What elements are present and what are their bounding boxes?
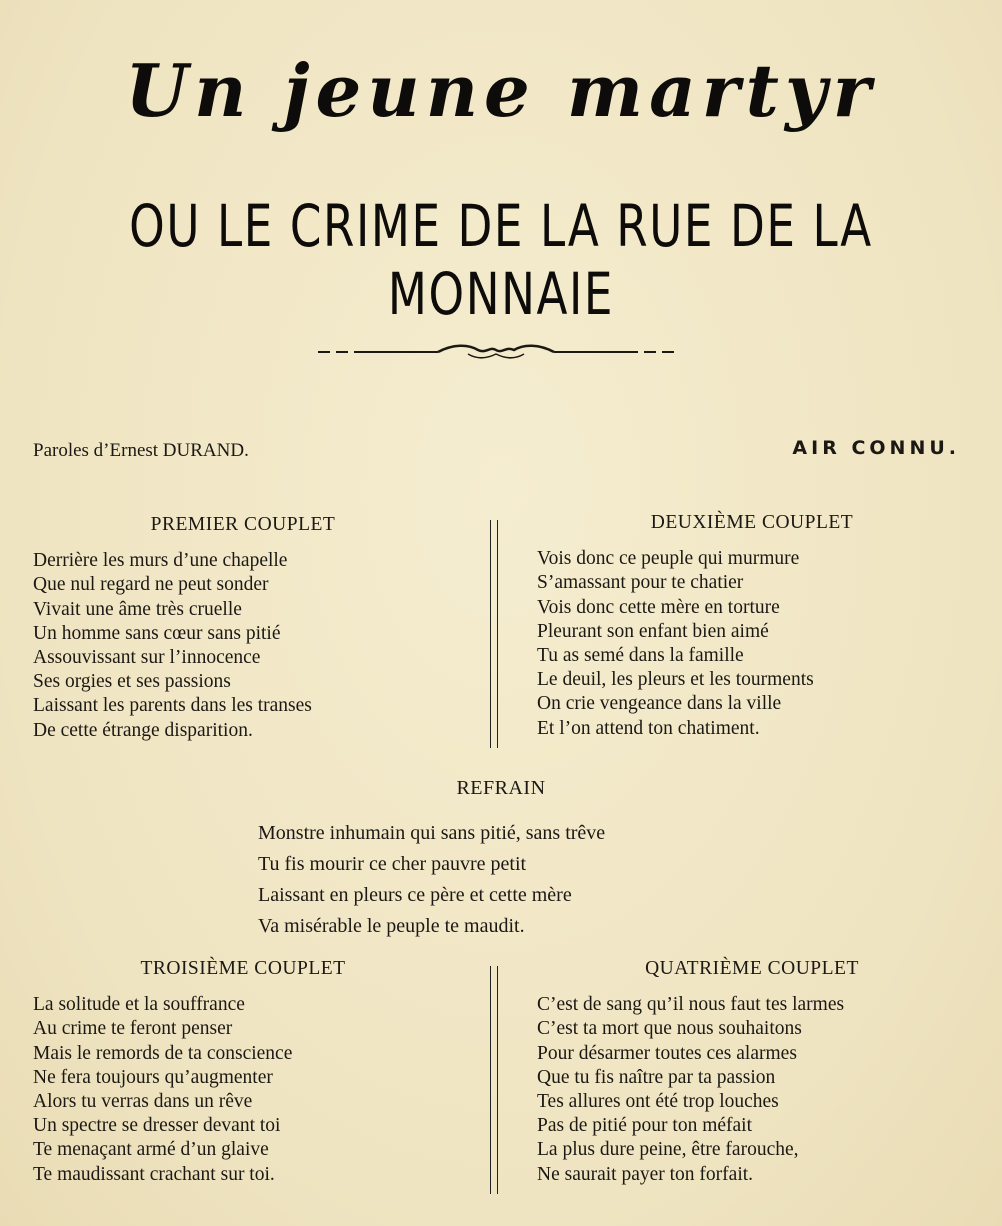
verse-line: Le deuil, les pleurs et les tourments: [537, 669, 814, 691]
refrain-line: Laissant en pleurs ce père et cette mère: [258, 884, 572, 906]
lyrics-credit: Paroles d’Ernest DURAND.: [33, 440, 249, 461]
verse-line: De cette étrange disparition.: [33, 719, 253, 741]
verse-line: Que nul regard ne peut sonder: [33, 574, 269, 596]
verse-line: Un homme sans cœur sans pitié: [33, 622, 281, 644]
song-subtitle: OU LE CRIME DE LA RUE DE LA MONNAIE: [129, 192, 873, 328]
couplet-2: [537, 511, 967, 741]
verse-line: Pleurant son enfant bien aimé: [537, 620, 769, 642]
couplet-heading: PREMIER COUPLET: [150, 514, 336, 535]
column-divider: [490, 966, 498, 1194]
refrain: [258, 818, 605, 942]
verse-line: Derrière les murs d’une chapelle: [33, 550, 288, 572]
verse-line: Pour désarmer toutes ces alarmes: [537, 1042, 797, 1064]
verse-line: C’est de sang qu’il nous faut tes larmes: [537, 994, 845, 1016]
verse-line: Un spectre se dresser devant toi: [33, 1115, 281, 1137]
verse-line: C’est ta mort que nous souhaitons: [537, 1018, 802, 1040]
refrain-line: Monstre inhumain qui sans pitié, sans trêve: [258, 822, 606, 844]
couplet-4: [537, 957, 967, 1187]
couplet-heading: QUATRIÈME COUPLET: [645, 958, 859, 979]
couplet-3: [33, 957, 453, 1187]
refrain-line: Tu fis mourir ce cher pauvre petit: [258, 853, 527, 875]
verse-line: Ne fera toujours qu’augmenter: [33, 1066, 273, 1088]
verse-line: Et l’on attend ton chatiment.: [537, 717, 760, 739]
verse-line: On crie vengeance dans la ville: [537, 693, 782, 715]
couplet-heading: TROISIÈME COUPLET: [140, 958, 346, 979]
verse-line: Alors tu verras dans un rêve: [33, 1091, 253, 1113]
verse-line: Au crime te feront penser: [33, 1018, 233, 1040]
verse-line: La plus dure peine, être farouche,: [537, 1139, 799, 1161]
verse-line: Tes allures ont été trop louches: [537, 1091, 779, 1113]
verse-line: Te menaçant armé d’un glaive: [33, 1139, 269, 1161]
verse-line: Que tu fis naître par ta passion: [537, 1066, 776, 1088]
verse-line: S’amassant pour te chatier: [537, 572, 744, 594]
verse-line: Vivait une âme très cruelle: [33, 598, 242, 620]
verse-line: Ne saurait payer ton forfait.: [537, 1163, 754, 1185]
verse-line: Vois donc ce peuple qui murmure: [537, 548, 800, 570]
verse-line: Tu as semé dans la famille: [537, 645, 744, 667]
verse-line: Te maudissant crachant sur toi.: [33, 1163, 275, 1185]
verse-line: Vois donc cette mère en torture: [537, 596, 780, 618]
verse-line: Pas de pitié pour ton méfait: [537, 1115, 752, 1137]
couplet-heading: DEUXIÈME COUPLET: [650, 512, 854, 533]
verse-line: Mais le remords de ta conscience: [33, 1042, 293, 1064]
verse-line: Assouvissant sur l’innocence: [33, 647, 261, 669]
verse-line: Ses orgies et ses passions: [33, 671, 231, 693]
verse-line: La solitude et la souffrance: [33, 994, 245, 1016]
column-divider: [490, 520, 498, 748]
refrain-line: Va misérable le peuple te maudit.: [258, 915, 525, 937]
song-title: Un jeune martyr: [125, 48, 877, 133]
verse-line: Laissant les parents dans les transes: [33, 695, 312, 717]
couplet-1: [33, 513, 453, 743]
ornament-divider-icon: [318, 340, 674, 364]
air-note: AIR CONNU.: [792, 437, 960, 459]
refrain-heading: REFRAIN: [456, 777, 546, 799]
